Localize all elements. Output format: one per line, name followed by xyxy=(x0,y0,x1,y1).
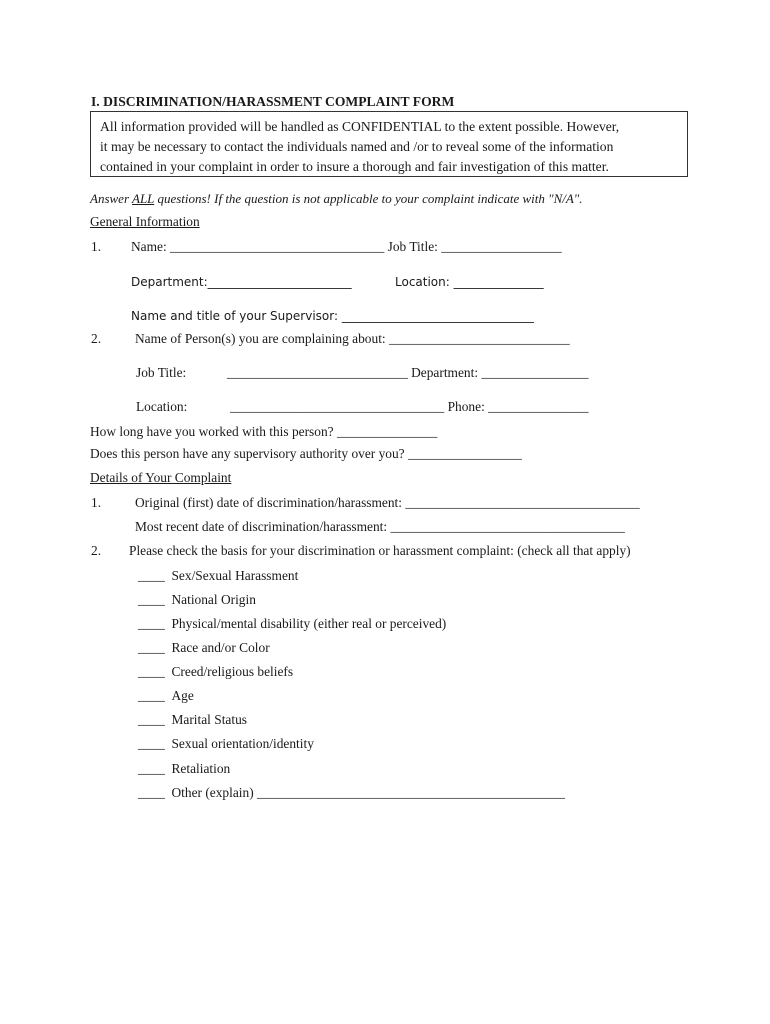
supervisory-authority-field[interactable] xyxy=(420,446,538,462)
confidentiality-notice xyxy=(90,111,688,177)
respondent-location-label: Location: xyxy=(136,399,188,414)
basis-option xyxy=(138,640,270,656)
basis-option-label: Other (explain) ______________________________________________ xyxy=(171,785,565,800)
other-explain-field[interactable] xyxy=(262,785,576,801)
supervisor-label: Name and title of your Supervisor: ________________________________ xyxy=(131,309,534,323)
basis-option xyxy=(138,712,247,728)
persons-complaining-field[interactable] xyxy=(398,331,578,347)
recent-date-field[interactable] xyxy=(404,519,646,535)
persons-complaining-label: Name of Person(s) you are complaining about: ___________________________ xyxy=(135,331,570,346)
respondent-location-field[interactable] xyxy=(230,399,444,415)
respondent-phone-field[interactable] xyxy=(498,399,599,415)
basis-option xyxy=(138,761,230,777)
basis-checkbox-blank[interactable]: ____ xyxy=(138,688,165,703)
respondent-job-title-label: Job Title: xyxy=(136,365,187,380)
basis-option xyxy=(138,592,256,608)
location-field[interactable] xyxy=(456,274,562,290)
notice-line: contained in your complaint in order to insure a thorough and fair investigation of this matter. xyxy=(100,159,609,174)
basis-checkbox-blank[interactable]: ____ xyxy=(138,640,165,655)
basis-option xyxy=(138,736,314,752)
basis-checkbox-blank[interactable]: ____ xyxy=(138,785,165,800)
basis-option xyxy=(138,616,446,632)
general-information-heading: General Information xyxy=(90,214,200,229)
supervisory-authority-question: Does this person have any supervisory authority over you? _________________ xyxy=(90,446,522,461)
basis-option xyxy=(138,688,194,704)
item-number: 2. xyxy=(91,331,102,346)
basis-checkbox-blank[interactable]: ____ xyxy=(138,736,165,751)
form-title: I. DISCRIMINATION/HARASSMENT COMPLAINT FORM xyxy=(91,94,455,109)
respondent-job-title-field[interactable] xyxy=(227,365,407,381)
complaint-details-heading: Details of Your Complaint xyxy=(90,470,232,485)
basis-option-label: Creed/religious beliefs xyxy=(171,664,294,679)
basis-prompt: Please check the basis for your discrimination or harassment complaint: (check all that apply) xyxy=(129,543,631,558)
basis-checkbox-blank[interactable]: ____ xyxy=(138,761,165,776)
basis-checkbox-blank[interactable]: ____ xyxy=(138,616,165,631)
basis-option-label: Sex/Sexual Harassment xyxy=(171,568,299,583)
item-number: 1. xyxy=(91,495,102,510)
basis-option xyxy=(138,664,293,680)
basis-option xyxy=(138,568,298,584)
job-title-field[interactable] xyxy=(454,239,578,255)
respondent-job-title-row: ___________________________ Department: ________________ xyxy=(227,365,589,380)
basis-option-label: Race and/or Color xyxy=(171,640,270,655)
instructions-emphasis: ALL xyxy=(132,191,155,206)
location-label: Location: _______________ xyxy=(395,275,544,289)
basis-option-label: Marital Status xyxy=(171,712,247,727)
basis-checkbox-blank[interactable]: ____ xyxy=(138,712,165,727)
original-date-label: Original (first) date of discrimination/harassment: ___________________________________ xyxy=(135,495,640,510)
item-number: 1. xyxy=(91,239,102,254)
basis-checkbox-blank[interactable]: ____ xyxy=(138,568,165,583)
original-date-field[interactable] xyxy=(414,495,650,511)
recent-date-label: Most recent date of discrimination/harassment: ___________________________________ xyxy=(135,519,625,534)
instructions xyxy=(90,191,583,207)
basis-option-label: Sexual orientation/identity xyxy=(171,736,314,751)
notice-line: it may be necessary to contact the individuals named and /or to reveal some of the information xyxy=(100,139,614,154)
respondent-department-field[interactable] xyxy=(494,365,602,381)
respondent-location-row: ________________________________ Phone: _______________ xyxy=(230,399,589,414)
basis-checkbox-blank[interactable]: ____ xyxy=(138,664,165,679)
basis-option-label: Physical/mental disability (either real or perceived) xyxy=(171,616,447,631)
basis-option-label: Retaliation xyxy=(171,761,231,776)
department-field[interactable] xyxy=(210,274,374,290)
name-field[interactable] xyxy=(170,239,390,255)
basis-checkbox-blank[interactable]: ____ xyxy=(138,592,165,607)
worked-with-field[interactable] xyxy=(347,424,451,440)
instructions-prefix: Answer xyxy=(90,191,133,206)
item-number: 2. xyxy=(91,543,102,558)
department-label: Department:________________________ xyxy=(131,275,352,289)
name-jobtitle-row: Name: ________________________________ Job Title: __________________ xyxy=(131,239,562,254)
basis-option-label: National Origin xyxy=(171,592,256,607)
instructions-suffix: questions! If the question is not applicable to your complaint indicate with "N/A". xyxy=(154,191,583,206)
basis-option-label: Age xyxy=(171,688,194,703)
supervisor-field[interactable] xyxy=(346,308,572,324)
notice-line: All information provided will be handled as CONFIDENTIAL to the extent possible. However, xyxy=(100,119,620,134)
worked-with-question: How long have you worked with this person? _______________ xyxy=(90,424,438,439)
